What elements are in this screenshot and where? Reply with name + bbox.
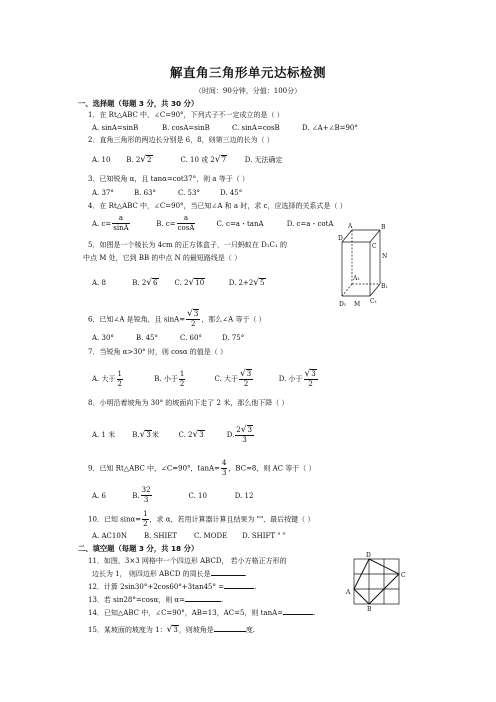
q1-option-c: C. sinA=cosB [232, 124, 280, 132]
q1-option-b: B. cosA=sinB [162, 124, 210, 132]
q6-option-b: B. 45° [136, 334, 159, 342]
question-1-options [92, 124, 358, 133]
q2-option-c: C. 10 或 2√7 [180, 155, 227, 165]
question-11-line-1: 11．如图，3×3 网格中一个四边形 ABCD， 若小方格正方形的 [88, 557, 287, 565]
q5-option-b: B. 2√6 [132, 278, 158, 288]
question-5-options [92, 278, 266, 288]
q8-option-c: C. 2√3 [178, 430, 204, 440]
grid-label-a: A [346, 589, 351, 596]
cube-label-a: A [348, 223, 353, 230]
section-heading-choice: 一、选择题（每题 3 分，共 30 分） [78, 99, 199, 108]
question-13: 13．若 sin28°=cosα，则 α= . [88, 596, 224, 604]
q5-option-a: A. 8 [92, 279, 106, 287]
q4-option-c: C. c=a・tanA [216, 219, 264, 228]
cube-label-n: N [382, 253, 388, 260]
q4-option-d: D. c=a・cotA [286, 219, 334, 228]
page-subtitle: （时间：90分钟，分值：100分） [194, 87, 302, 95]
cube-label-m: M [354, 301, 361, 308]
q10-option-a: A. AC10N [92, 532, 127, 540]
q10-option-c: C. MODE [194, 532, 228, 540]
q9-option-c: C. 10 [188, 491, 207, 500]
q7-option-a: A. 大于 $\frac{1}{2}$ [92, 369, 122, 388]
q2-option-d: D. 无法确定 [244, 156, 283, 164]
q2-option-b: B. 2√2 [126, 155, 152, 165]
q1-option-d: D. ∠A+∠B=90° [302, 124, 358, 132]
grid-label-d: D [366, 552, 371, 559]
question-8-options [92, 425, 255, 445]
question-10-options [92, 532, 286, 541]
grid-label-b: B [367, 606, 372, 612]
section-heading-fill: 二、填空题（每题 3 分，共 18 分） [78, 544, 199, 553]
cube-label-c: C [372, 243, 377, 250]
cube-label-c1: C₁ [370, 298, 377, 305]
cube-label-b: B [381, 224, 386, 231]
q3-option-c: C. 53° [178, 189, 200, 197]
cube-figure [338, 222, 400, 312]
q7-option-b: B. 小于 $\frac{1}{2}$ [154, 369, 185, 388]
q6-option-c: C. 60° [180, 334, 202, 342]
q8-option-a: A. 1 米 [92, 431, 116, 439]
q5-option-d: D. 2+2√5 [228, 278, 265, 288]
q10-option-d: D. SHIFT " " [242, 532, 286, 540]
question-3-stem: 3．已知锐角 α，且 tanα=cot37°，则 a 等于（ ） [88, 175, 249, 183]
q15-answer-blank[interactable] [214, 631, 246, 632]
grid-label-c: C [401, 572, 406, 579]
q3-option-a: A. 37° [92, 189, 114, 197]
question-12: 12．计算 2sin30°+2cos60°+3tan45° = . [88, 583, 257, 591]
question-7-options [92, 369, 319, 389]
question-10-stem: 10．已知 sinα= $\frac{1}{2}$ ，求 α，若用计算器计算且结果为 ""，最后按键（ ） [88, 510, 315, 528]
q1-option-a: A. sinA=sinB [92, 124, 139, 132]
q13-answer-blank[interactable] [185, 601, 221, 602]
q2-option-a: A. 10 [92, 156, 111, 164]
q3-option-b: B. 63° [134, 189, 157, 197]
q11-answer-blank[interactable] [211, 575, 245, 576]
cube-label-d: D [338, 235, 343, 242]
q6-option-d: D. 75° [222, 334, 245, 342]
question-5-stem-line-1: 5．如图是一个棱长为 4cm 的正方体盒子，一只蚂蚁在 D₁C₁ 的 [88, 241, 287, 249]
q12-answer-blank[interactable] [224, 588, 254, 589]
question-7-stem: 7．当锐角 α>30° 时，则 cosα 的值是（ ） [88, 348, 228, 356]
cube-label-b1: B₁ [381, 283, 388, 290]
q9-option-b: B. $\frac{32}{3}$ [132, 486, 151, 504]
question-5-stem-line-2: 中点 M 处，它到 BB 的中点 N 的最短路线是（ ） [83, 254, 242, 262]
question-2-stem: 2．直角三角形的两边长分别是 6，8，则第三边的长为（ ） [88, 136, 274, 144]
question-2-options [92, 155, 283, 165]
question-1-stem: 1．在 Rt△ABC 中，∠C=90°，下列式子不一定成立的是（ ） [88, 111, 284, 119]
question-11-line-2: 边长为 1， 则四边形 ABCD 的周长是 . [92, 570, 247, 578]
q4-option-a: A. c= $\frac{a}{\sin A}$ [92, 214, 129, 232]
q14-answer-blank[interactable] [283, 614, 313, 615]
cube-label-a1: A₁ [353, 275, 360, 282]
question-9-stem: 9．已知 Rt△ABC 中，∠C=90°，tanA= $\frac{4}{3}$ ，BC=8，则 AC 等于（ ） [88, 459, 316, 477]
q10-option-b: B. SHIET [144, 532, 178, 540]
q6-option-a: A. 30° [92, 334, 114, 342]
cube-label-d1: D₁ [339, 301, 347, 308]
q8-option-d: D. $\frac{2√3}{3}$ [226, 425, 252, 444]
question-9-options [92, 486, 253, 505]
question-6-stem: 6．已知∠A 是锐角，且 sinA= $\frac{√3}{2}$ ，那么∠A 等于（ ） [88, 309, 266, 328]
q9-option-d: D. 12 [234, 491, 254, 500]
question-8-stem: 8．小明沿着坡角为 30° 的坡面向下走了 2 米，那么他下降（ ） [88, 399, 289, 407]
grid-quadrilateral-figure [344, 550, 410, 612]
question-15: 15．某坡面的坡度为 1：√3，则坡角是 度. [88, 625, 256, 635]
q9-option-a: A. 6 [92, 491, 106, 500]
question-6-options [92, 334, 244, 343]
q5-option-c: C. 2√10 [174, 278, 205, 288]
q3-option-d: D. 45° [220, 189, 243, 197]
question-4-options [92, 214, 333, 233]
question-4-stem: 4．在 Rt△ABC 中，∠C=90°，当已知∠A 和 a 时，求 c，应选择的关系式是（ ） [88, 202, 347, 210]
question-3-options [92, 189, 242, 198]
q4-option-b: B. c= $\frac{a}{\cos A}$ [156, 214, 195, 232]
q7-option-d: D. 小于 $\frac{√3}{2}$ [278, 369, 316, 388]
q7-option-c: C. 大于 $\frac{√3}{2}$ [214, 369, 252, 388]
q8-option-b: B.√3米 [132, 430, 159, 440]
page-title: 解直角三角形单元达标检测 [169, 65, 326, 80]
question-14: 14．已知△ABC 中，∠C=90°，AB=13，AC=5，则 tanA= . [88, 609, 316, 617]
